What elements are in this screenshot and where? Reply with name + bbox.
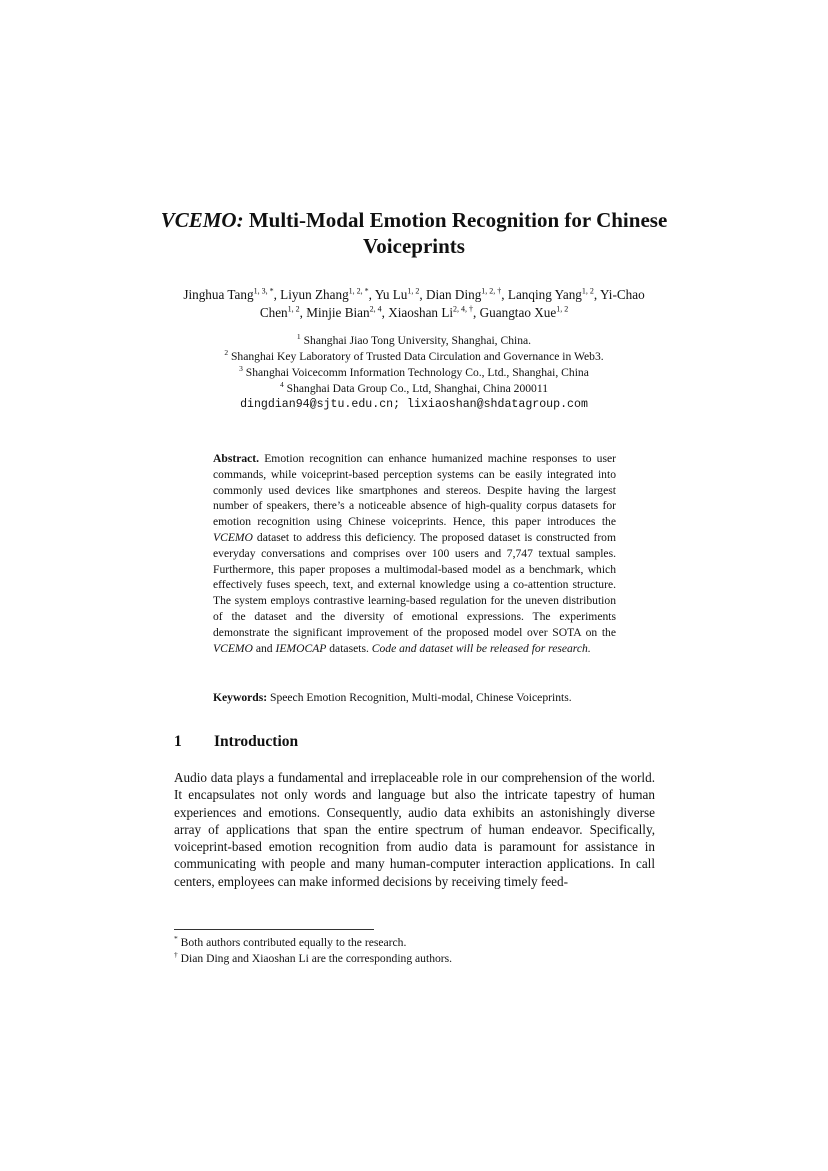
affiliation-line bbox=[140, 333, 688, 349]
author-name: Yi-Chao Chen bbox=[259, 287, 645, 320]
abstract-text: Emotion recognition can enhance humanized machine responses to user commands, while voiceprint-based perception systems can be easily integrated into commonly used devices like smartphones and stereos. Despite having the largest number of speakers, there’s a noticeable absence of high-quality corpus datasets for emotion recognition using Chinese voiceprints. Hence, this paper introduces the bbox=[213, 452, 616, 529]
footnote-rule bbox=[174, 929, 374, 930]
affiliation-text: Shanghai Voicecomm Information Technology Co., Ltd., Shanghai, China bbox=[245, 366, 589, 379]
affiliation-text: Shanghai Jiao Tong University, Shanghai, China. bbox=[303, 334, 532, 347]
author-marks: 1, 2, † bbox=[481, 286, 502, 296]
author-marks: 1, 2 bbox=[407, 286, 420, 296]
affiliation-text: Shanghai Key Laboratory of Trusted Data Circulation and Governance in Web3. bbox=[230, 350, 604, 363]
title-rest: Multi-Modal Emotion Recognition for Chinese Voiceprints bbox=[243, 208, 668, 258]
abstract-text: datasets. bbox=[326, 641, 372, 655]
footnote-mark: † bbox=[174, 950, 178, 960]
intro-paragraph: Audio data plays a fundamental and irreplaceable role in our comprehension of the world. It encapsulates not only words and language but also the intricate tapestry of human experiences and emotions. Consequently, audio data exhibits an astonishingly diverse array of applications that span the entire spectrum of human endeavor. Specifically, voiceprint-based emotion recognition from audio data is paramount for assistance in communicating with people and many human-computer interaction applications. In call centers, employees can make informed decisions by receiving timely feed- bbox=[174, 770, 655, 889]
dataset-name: VCEMO bbox=[213, 641, 253, 655]
abstract-text: and bbox=[252, 641, 276, 655]
author-marks: 1, 2 bbox=[287, 304, 300, 314]
footnote bbox=[174, 935, 655, 951]
footnote-mark: * bbox=[174, 934, 178, 944]
footnote-text: Both authors contributed equally to the research. bbox=[180, 936, 407, 949]
affiliation-mark: 1 bbox=[296, 332, 301, 342]
author-name: Yu Lu bbox=[374, 287, 408, 302]
author-name: Liyun Zhang bbox=[280, 287, 349, 302]
author-marks: 1, 2, * bbox=[348, 286, 369, 296]
keywords-text: Speech Emotion Recognition, Multi-modal, Chinese Voiceprints. bbox=[267, 691, 572, 704]
dataset-name: IEMOCAP bbox=[275, 641, 327, 655]
author-name: Lanqing Yang bbox=[507, 287, 582, 302]
author-name: Jinghua Tang bbox=[183, 287, 254, 302]
abstract bbox=[213, 451, 616, 656]
author-name: Dian Ding bbox=[425, 287, 482, 302]
email-addresses: dingdian94@sjtu.edu.cn; lixiaoshan@shdatagroup.com bbox=[240, 398, 588, 411]
dataset-name: VCEMO bbox=[213, 530, 253, 544]
author-marks: 2, 4 bbox=[369, 304, 382, 314]
abstract-text: dataset to address this deficiency. The proposed dataset is constructed from everyday conversations and comprises over 100 users and 7,747 textual samples. Furthermore, this paper proposes a multimodal-based model as a benchmark, which effectively fuses speech, text, and external knowledge using a co-attention structure. The system employs contrastive learning-based regulation for the uneven distribution of the dataset and the diversity of emotional expressions. The experiments demonstrate the significant improvement of the proposed model over SOTA on the bbox=[213, 530, 616, 639]
affiliation-line bbox=[140, 349, 688, 365]
section-number: 1 bbox=[174, 733, 182, 750]
author-list: Jinghua Tang$^{1, 3, *}$, Liyun Zhang$^{1, 2, *}$, Yu Lu$^{1, 2}$, Dian Ding$^{1, 2, \dagger}$, Lanqing Yang$^{1, 2}$, Yi-Chao Chen$^{1, 2}$, Minjie Bian$^{2, 4}$, Xiaoshan $Li^{2, 4, \dagger}$, Guangtao Xue$^{1, 2}$ bbox=[183, 286, 645, 320]
affiliation-mark: 4 bbox=[279, 380, 284, 390]
author-marks: 1, 2 bbox=[556, 304, 569, 314]
author-name: Xiaoshan Li bbox=[388, 305, 454, 320]
affiliation-text: Shanghai Data Group Co., Ltd, Shanghai, China 200011 bbox=[286, 382, 549, 395]
title-italic: VCEMO: bbox=[160, 208, 244, 232]
author-marks: 2, 4, † bbox=[453, 304, 474, 314]
paper-title bbox=[150, 207, 678, 259]
code-release-note: Code and dataset will be released for research. bbox=[371, 641, 591, 655]
section-title: Introduction bbox=[214, 733, 299, 750]
footnotes bbox=[174, 935, 655, 967]
section-heading bbox=[174, 733, 298, 751]
author-name: Guangtao Xue bbox=[479, 305, 557, 320]
keywords-label: Keywords: bbox=[213, 691, 268, 704]
abstract-label: Abstract. bbox=[213, 452, 260, 465]
author-marks: 1, 3, * bbox=[253, 286, 274, 296]
footnote-text: Dian Ding and Xiaoshan Li are the corresponding authors. bbox=[180, 952, 453, 965]
affiliations bbox=[140, 333, 688, 413]
footnote bbox=[174, 951, 655, 967]
affiliation-mark: 2 bbox=[224, 348, 229, 358]
author-name: Minjie Bian bbox=[306, 305, 370, 320]
author-marks: 1, 2 bbox=[581, 286, 594, 296]
affiliation-mark: 3 bbox=[239, 364, 243, 374]
keywords bbox=[213, 690, 616, 706]
affiliation-line bbox=[140, 365, 688, 381]
affiliation-line bbox=[140, 381, 688, 397]
